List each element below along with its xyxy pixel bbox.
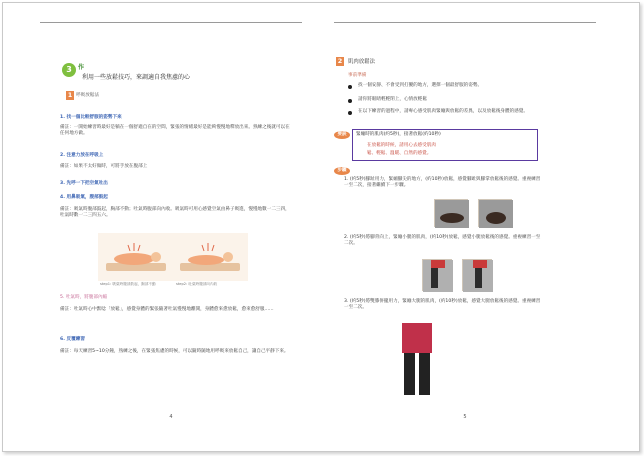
feet-photo — [478, 199, 512, 227]
step-heading: 6. 反覆練習 — [60, 337, 85, 342]
photo-standing — [394, 323, 440, 395]
step-heading: 2. 注意力放在呼吸上 — [60, 153, 104, 158]
figure-caption: step2: 吐氣時腹部向內收 — [176, 282, 218, 286]
right-page — [334, 22, 596, 420]
photo-feet — [479, 200, 513, 228]
photo-leg — [463, 260, 493, 292]
leg-photo — [422, 259, 452, 291]
leg-photo — [462, 259, 492, 291]
step-text: 1. (約5秒)腳趾用力，緊繃腳尖的地方，(約10秒)放鬆，感覺腳趾與腳掌放鬆後的感覺。重複練習一至二次，接著繼續下一步驟。 — [344, 177, 541, 189]
step-heading: 4. 用鼻吸氣，腹部鼓起 — [60, 195, 108, 200]
bullet-dot — [348, 99, 352, 103]
step-note: 備註：如果不太好做時，可將手放在腹部上 — [60, 164, 148, 169]
prep-title: 事前準備 — [348, 73, 367, 78]
step-note: 備註：吸氣時腹部鼓起，胸部不動；吐氣時腹部向內收。吸氣時可用心感覺空氣由鼻子吸進，慢慢地數一二三四，吐氣時數一二三四五六。 — [60, 207, 290, 219]
step-note: 備註：每天練習5~10分鐘，熟練之後，在緊張焦慮的時候，可以隨時隨地用呼吸來放鬆自己，讓自己平靜下來。 — [60, 349, 289, 354]
breathing-figures — [98, 233, 248, 281]
standing-photo — [394, 323, 440, 395]
page-number: 5 — [463, 414, 467, 420]
section-title: 利用一些放鬆技巧，來調適自我焦慮的心 — [82, 74, 191, 81]
subsection-title: 呼吸放鬆法 — [76, 93, 99, 98]
subsection-number-badge: 1 — [67, 91, 73, 99]
tip-note: 鬆、輕鬆、溫暖、自然的感覺。 — [367, 151, 432, 156]
subsection-number-badge: 2 — [337, 57, 343, 65]
photo-feet — [435, 200, 469, 228]
feet-photo — [434, 199, 468, 227]
step-note: 備註：吐氣時心中默唸「放鬆」，感覺身體的緊張隨著吐氣慢慢地離開，身體愈來愈放鬆，愈來愈舒服…… — [60, 307, 274, 312]
prep-bullet: 在以下練習的過程中，請專心感受肌肉緊繃與放鬆的差異，以及放鬆後身體的感覺。 — [358, 109, 528, 114]
prep-bullet: 找一個安靜、不會受到打擾的地方，選擇一個最舒服的姿勢。 — [358, 83, 483, 88]
step-heading: 3. 先呼一下把空氣吐出 — [60, 181, 108, 186]
steps-tag: 步驟 — [334, 167, 350, 175]
section-number-badge: 3 — [62, 63, 76, 77]
photo-leg — [423, 260, 453, 292]
left-page — [40, 22, 302, 420]
subsection-title: 肌肉放鬆法 — [348, 59, 375, 65]
tip-note: 在放鬆的時候，請用心去感受肌肉 — [367, 143, 436, 148]
step-text: 2. (約5秒)將腳背向上，緊繃小腿的肌肉，(約10秒)放鬆，感覺小腿放鬆後的感覺。重複練習一至二次。 — [344, 235, 541, 247]
bullet-dot — [348, 85, 352, 89]
step-heading: 1. 找一個比較舒服的姿勢下來 — [60, 115, 122, 120]
step-text: 3. (約5秒)將雙膝併攏用力，緊繃大腿的肌肉，(約10秒)放鬆，感覺大腿放鬆後的感覺。重複練習一至二次。 — [344, 299, 541, 311]
tip-tag: 要訣 — [334, 131, 350, 139]
figure-caption: step1: 吸氣時腹部鼓起，胸部不動 — [100, 282, 156, 286]
prep-bullet: 請你將眼睛輕輕閉上，心情放輕鬆 — [358, 97, 427, 102]
step-heading: 5. 吐氣時，將腹部內縮 — [60, 295, 108, 300]
tip-text: 緊繃時的肌肉(約5秒)，接著放鬆(約10秒) — [356, 132, 441, 137]
bullet-dot — [348, 111, 352, 115]
page-number: 4 — [169, 414, 173, 420]
tip-box — [352, 129, 538, 161]
section-char: 作 — [78, 64, 85, 71]
breathing-illustration — [98, 233, 248, 281]
step-note: 備註：一開始練習時最好是躺在一個舒適自在的空間，緊張的情緒最好是能夠慢慢地釋放出來。熟練之後就可以在任何地方做。 — [60, 125, 290, 137]
